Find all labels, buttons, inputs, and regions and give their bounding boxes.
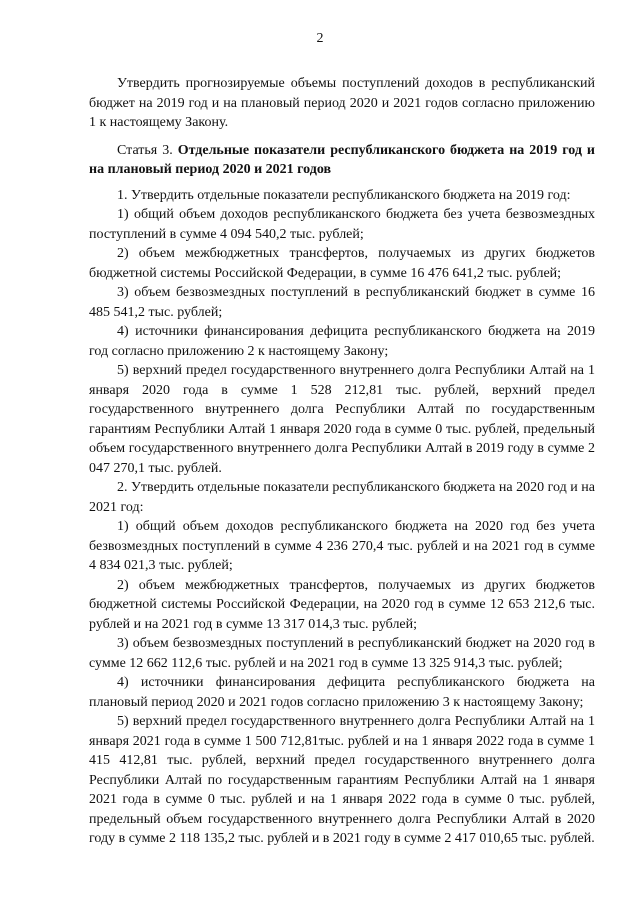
paragraph-1-2: 2) объем межбюджетных трансфертов, получаемых из других бюджетов бюджетной системы Российской Федерации, в сумме 16 476 641,2 тыс. рублей; [89, 246, 595, 281]
paragraph-1: 1. Утвердить отдельные показатели республиканского бюджета на 2019 год: [117, 187, 571, 203]
paragraph-1-5: 5) верхний предел государственного внутреннего долга Республики Алтай на 1 января 2020 года в сумме 1 528 212,81 тыс. рублей, верхний предел государственного внутреннего долга Республики Алтай по государственным гарантиям Республики Алтай 1 января 2020 года в сумме 0 тыс. рублей, предельный объем государственного внутреннего долга Республики Алтай в 2019 году в сумме 2 047 270,1 тыс. рублей. [89, 363, 595, 476]
article-heading [89, 141, 595, 180]
paragraph-2-5: 5) верхний предел государственного внутреннего долга Республики Алтай на 1 января 2021 года в сумме 1 500 712,81тыс. рублей и на 1 января 2022 года в сумме 1 415 412,81 тыс. рублей, верхний предел государственного внутреннего долга Республики Алтай по государственным гарантиям Республики Алтай на 1 января 2021 года в сумме 0 тыс. рублей и на 1 января 2022 года в сумме 0 тыс. рублей, предельный объем государственного внутреннего долга Республики Алтай в 2020 году в сумме 2 118 135,2 тыс. рублей и в 2021 году в сумме 2 417 010,65 тыс. рублей. [89, 714, 595, 846]
paragraph-2-2: 2) объем межбюджетных трансфертов, получаемых из других бюджетов бюджетной системы Российской Федерации, на 2020 год в сумме 12 653 212,6 тыс. рублей и на 2021 год в сумме 13 317 014,3 тыс. рублей; [89, 577, 595, 632]
paragraph-2-1: 1) общий объем доходов республиканского бюджета на 2020 год без учета безвозмездных поступлений в сумме 4 236 270,4 тыс. рублей и на 2021 год в сумме 4 834 021,3 тыс. рублей; [89, 519, 595, 573]
intro-paragraph: Утвердить прогнозируемые объемы поступлений доходов в республиканский бюджет на 2019 год и на плановый период 2020 и 2021 годов согласно приложению 1 к настоящему Закону. [89, 76, 595, 130]
paragraph-2-4: 4) источники финансирования дефицита республиканского бюджета на плановый период 2020 и 2021 годов согласно приложению 3 к настоящему Закону; [89, 675, 595, 710]
article-number: Статья 3. [117, 142, 173, 158]
paragraph-2-3: 3) объем безвозмездных поступлений в республиканский бюджет на 2020 год в сумме 12 662 112,6 тыс. рублей и на 2021 год в сумме 13 325 914,3 тыс. рублей; [89, 636, 595, 671]
paragraph-1-4: 4) источники финансирования дефицита республиканского бюджета на 2019 год согласно приложению 2 к настоящему Закону; [89, 324, 595, 359]
document-body [89, 74, 595, 849]
page-number: 2 [316, 31, 324, 46]
paragraph-2: 2. Утвердить отдельные показатели республиканского бюджета на 2020 год и на 2021 год: [89, 480, 595, 515]
paragraph-1-3: 3) объем безвозмездных поступлений в республиканский бюджет в сумме 16 485 541,2 тыс. рублей; [89, 285, 595, 320]
paragraph-1-1: 1) общий объем доходов республиканского бюджета без учета безвозмездных поступлений в сумме 4 094 540,2 тыс. рублей; [89, 207, 595, 242]
article-title: Отдельные показатели республиканского бюджета на 2019 год и на плановый период 2020 и 2021 годов [89, 142, 595, 177]
